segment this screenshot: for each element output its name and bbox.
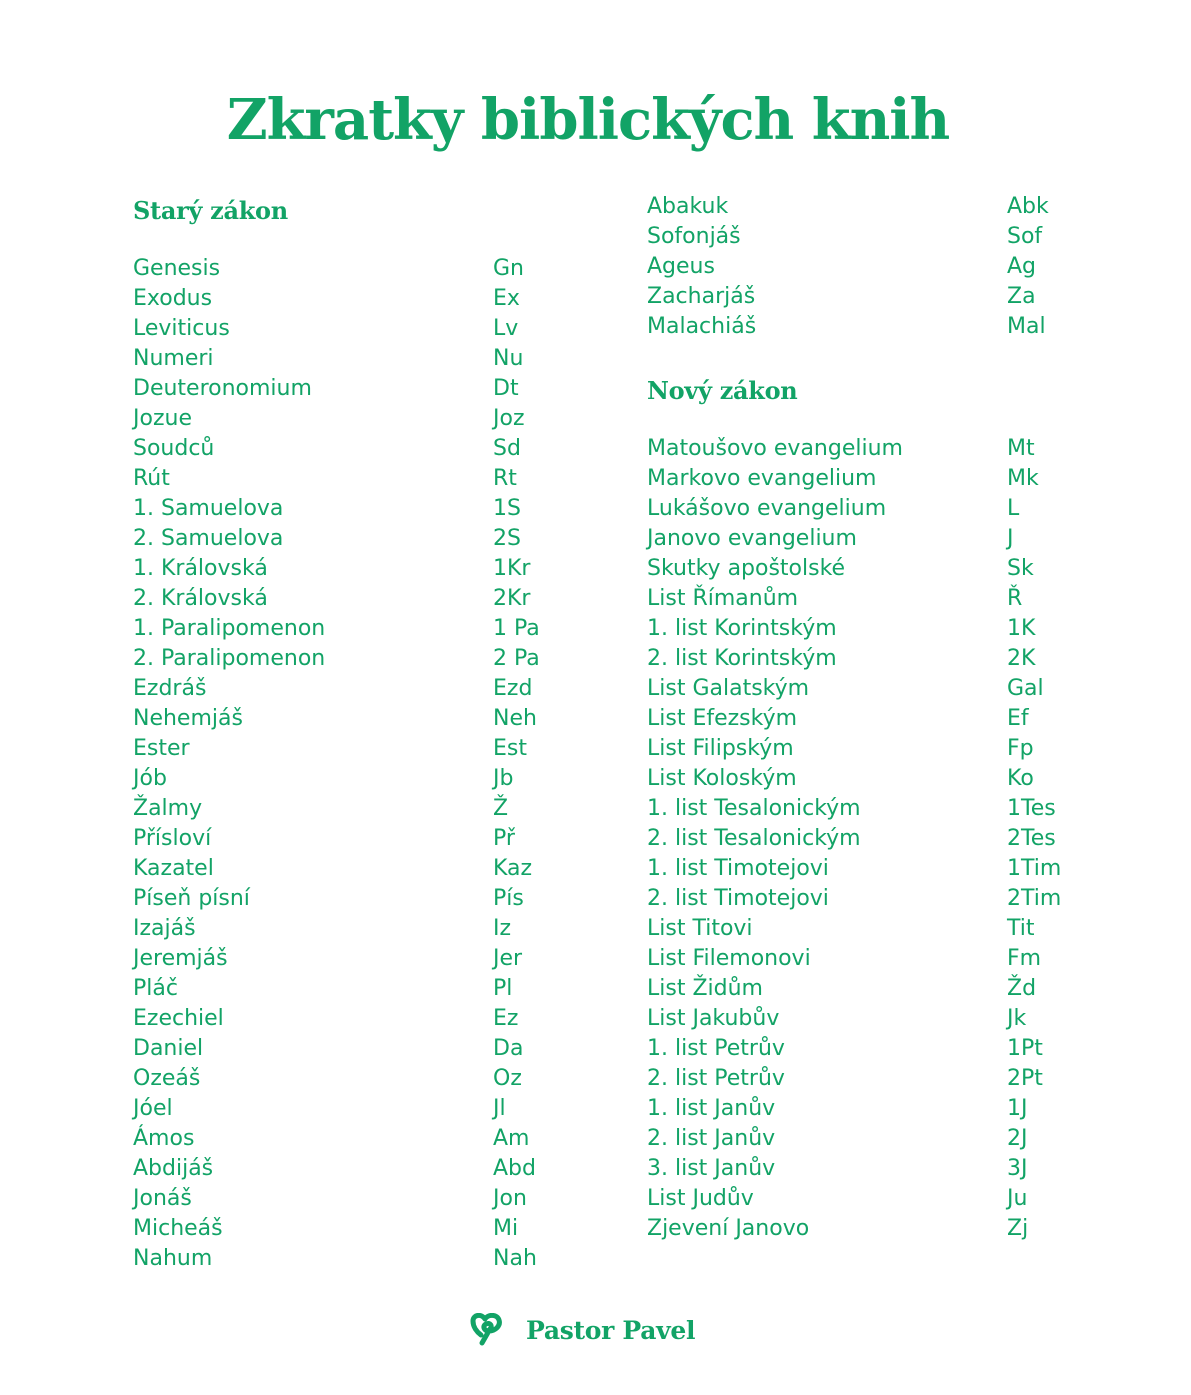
book-abbreviation: Ř xyxy=(1007,586,1023,611)
book-abbreviation: Mt xyxy=(1007,436,1035,461)
book-row xyxy=(647,1154,1061,1184)
book-name: 2. list Tesalonickým xyxy=(647,826,861,851)
book-list-new-testament xyxy=(647,434,1061,1244)
book-row xyxy=(133,824,540,854)
book-row xyxy=(647,524,1061,554)
book-name: Ageus xyxy=(647,254,715,279)
book-row xyxy=(647,192,1061,222)
book-name: List Koloským xyxy=(647,766,797,791)
book-row xyxy=(647,794,1061,824)
book-name: Markovo evangelium xyxy=(647,466,877,491)
book-row xyxy=(133,884,540,914)
book-abbreviation: Neh xyxy=(493,706,537,731)
book-abbreviation: Abk xyxy=(1007,194,1049,219)
book-row xyxy=(647,1124,1061,1154)
book-name: Malachiáš xyxy=(647,314,757,339)
book-name: List Římanům xyxy=(647,586,799,611)
book-name: 1. list Tesalonickým xyxy=(647,796,861,821)
book-row xyxy=(133,254,540,284)
book-name: Micheáš xyxy=(133,1216,223,1241)
book-abbreviation: Nah xyxy=(493,1246,537,1271)
book-row xyxy=(133,584,540,614)
book-abbreviation: Ez xyxy=(493,1006,519,1031)
book-abbreviation: Da xyxy=(493,1036,524,1061)
book-list-old-testament-continued xyxy=(647,192,1061,342)
book-row xyxy=(647,1004,1061,1034)
book-row xyxy=(647,584,1061,614)
book-abbreviation: Est xyxy=(493,736,527,761)
book-abbreviation: Fp xyxy=(1007,736,1034,761)
book-row xyxy=(133,644,540,674)
book-abbreviation: Fm xyxy=(1007,946,1042,971)
book-list-old-testament xyxy=(133,254,540,1274)
book-row xyxy=(133,494,540,524)
book-abbreviation: Ef xyxy=(1007,706,1029,731)
book-name: List Galatským xyxy=(647,676,810,701)
book-row xyxy=(647,704,1061,734)
book-row xyxy=(133,1124,540,1154)
book-name: 1. list Petrův xyxy=(647,1036,785,1061)
book-row xyxy=(647,1034,1061,1064)
book-name: Genesis xyxy=(133,256,221,281)
book-abbreviation: 2J xyxy=(1007,1126,1028,1151)
book-abbreviation: Dt xyxy=(493,376,519,401)
book-name: Matoušovo evangelium xyxy=(647,436,903,461)
book-abbreviation: Tit xyxy=(1007,916,1035,941)
book-abbreviation: 2Kr xyxy=(493,586,531,611)
book-row xyxy=(133,434,540,464)
book-row xyxy=(647,824,1061,854)
book-abbreviation: Mal xyxy=(1007,314,1046,339)
book-row xyxy=(133,344,540,374)
book-row xyxy=(133,1094,540,1124)
book-name: 1. list Korintským xyxy=(647,616,837,641)
book-name: List Filipským xyxy=(647,736,794,761)
book-row xyxy=(647,914,1061,944)
book-abbreviation: Jl xyxy=(493,1096,506,1121)
book-row xyxy=(133,284,540,314)
book-abbreviation: Sof xyxy=(1007,224,1043,249)
book-abbreviation: Mk xyxy=(1007,466,1039,491)
book-abbreviation: Pís xyxy=(493,886,524,911)
book-abbreviation: J xyxy=(1007,526,1014,551)
column-left xyxy=(133,192,540,1274)
book-row xyxy=(133,554,540,584)
book-name: 1. Královská xyxy=(133,556,268,581)
book-row xyxy=(647,764,1061,794)
book-abbreviation: Lv xyxy=(493,316,519,341)
book-name: 3. list Janův xyxy=(647,1156,776,1181)
book-name: Lukášovo evangelium xyxy=(647,496,887,521)
book-row xyxy=(647,644,1061,674)
book-name: Zacharjáš xyxy=(647,284,756,309)
book-name: Deuteronomium xyxy=(133,376,312,401)
book-name: Leviticus xyxy=(133,316,230,341)
book-row xyxy=(647,734,1061,764)
book-abbreviation: Za xyxy=(1007,284,1036,309)
book-name: Jonáš xyxy=(133,1186,192,1211)
book-row xyxy=(647,222,1061,252)
book-row xyxy=(133,734,540,764)
book-abbreviation: 1 Pa xyxy=(493,616,540,641)
book-row xyxy=(133,1214,540,1244)
book-name: List Jakubův xyxy=(647,1006,780,1031)
book-name: List Filemonovi xyxy=(647,946,811,971)
book-abbreviation: Kaz xyxy=(493,856,533,881)
brand-name: Pastor Pavel xyxy=(526,1315,696,1345)
book-name: Izajáš xyxy=(133,916,196,941)
book-name: Jozue xyxy=(133,406,192,431)
book-abbreviation: Am xyxy=(493,1126,530,1151)
book-row xyxy=(133,614,540,644)
book-row xyxy=(647,1184,1061,1214)
book-row xyxy=(133,314,540,344)
book-name: Přísloví xyxy=(133,826,212,851)
book-row xyxy=(133,974,540,1004)
book-abbreviation: Oz xyxy=(493,1066,522,1091)
book-abbreviation: Abd xyxy=(493,1156,536,1181)
book-abbreviation: Sk xyxy=(1007,556,1034,581)
book-abbreviation: Nu xyxy=(493,346,524,371)
book-name: Numeri xyxy=(133,346,214,371)
book-abbreviation: Ju xyxy=(1007,1186,1028,1211)
book-name: Jóel xyxy=(133,1096,173,1121)
book-name: Skutky apoštolské xyxy=(647,556,846,581)
footer xyxy=(468,1310,695,1350)
book-row xyxy=(133,524,540,554)
book-abbreviation: Jon xyxy=(493,1186,527,1211)
book-abbreviation: Joz xyxy=(493,406,525,431)
book-name: 1. Paralipomenon xyxy=(133,616,326,641)
book-name: Jeremjáš xyxy=(133,946,228,971)
book-name: Abakuk xyxy=(647,194,729,219)
book-row xyxy=(647,884,1061,914)
book-name: 2. list Janův xyxy=(647,1126,776,1151)
heart-swirl-icon xyxy=(468,1313,504,1347)
book-name: Exodus xyxy=(133,286,213,311)
book-abbreviation: Gn xyxy=(493,256,524,281)
book-row xyxy=(133,1184,540,1214)
book-row xyxy=(133,674,540,704)
book-name: Píseň písní xyxy=(133,886,250,911)
book-abbreviation: 2Pt xyxy=(1007,1066,1043,1091)
book-row xyxy=(647,854,1061,884)
book-abbreviation: Př xyxy=(493,826,515,851)
book-abbreviation: 1Tes xyxy=(1007,796,1056,821)
book-name: Ámos xyxy=(133,1126,195,1151)
book-row xyxy=(647,974,1061,1004)
book-abbreviation: Gal xyxy=(1007,676,1044,701)
book-name: 2. list Petrův xyxy=(647,1066,785,1091)
book-abbreviation: 2S xyxy=(493,526,521,551)
book-row xyxy=(647,674,1061,704)
page-title: Zkratky biblických knih xyxy=(226,87,950,153)
book-abbreviation: Ag xyxy=(1007,254,1037,279)
book-row xyxy=(647,494,1061,524)
book-row xyxy=(133,914,540,944)
book-abbreviation: Ž xyxy=(493,796,509,821)
book-name: Kazatel xyxy=(133,856,214,881)
book-abbreviation: 1Pt xyxy=(1007,1036,1043,1061)
book-abbreviation: Žd xyxy=(1007,976,1037,1001)
book-row xyxy=(133,1244,540,1274)
book-row xyxy=(647,1094,1061,1124)
book-name: 2. Paralipomenon xyxy=(133,646,326,671)
book-name: 1. Samuelova xyxy=(133,496,284,521)
book-abbreviation: 1J xyxy=(1007,1096,1028,1121)
book-name: Žalmy xyxy=(133,796,203,821)
book-row xyxy=(133,1154,540,1184)
book-row xyxy=(647,554,1061,584)
book-row xyxy=(647,464,1061,494)
book-name: Janovo evangelium xyxy=(647,526,857,551)
book-row xyxy=(133,794,540,824)
book-abbreviation: Pl xyxy=(493,976,513,1001)
book-row xyxy=(133,1034,540,1064)
book-row xyxy=(133,704,540,734)
book-abbreviation: 1Kr xyxy=(493,556,531,581)
section-heading-new-testament: Nový zákon xyxy=(647,376,798,405)
book-name: Ester xyxy=(133,736,190,761)
book-abbreviation: 2 Pa xyxy=(493,646,540,671)
book-row xyxy=(133,1004,540,1034)
book-name: Rút xyxy=(133,466,170,491)
book-row xyxy=(647,312,1061,342)
book-abbreviation: Jer xyxy=(493,946,523,971)
book-name: Abdijáš xyxy=(133,1156,214,1181)
book-abbreviation: Mi xyxy=(493,1216,519,1241)
book-name: Ezdráš xyxy=(133,676,207,701)
book-abbreviation: Jk xyxy=(1007,1006,1027,1031)
book-abbreviation: 2K xyxy=(1007,646,1036,671)
book-name: Ozeáš xyxy=(133,1066,201,1091)
book-name: Pláč xyxy=(133,976,178,1001)
book-abbreviation: Ex xyxy=(493,286,520,311)
book-abbreviation: Ko xyxy=(1007,766,1034,791)
book-abbreviation: 1S xyxy=(493,496,521,521)
book-name: 1. list Janův xyxy=(647,1096,776,1121)
book-row xyxy=(647,434,1061,464)
book-name: Ezechiel xyxy=(133,1006,224,1031)
book-abbreviation: Sd xyxy=(493,436,521,461)
book-name: 2. list Timotejovi xyxy=(647,886,829,911)
book-row xyxy=(133,1064,540,1094)
book-row xyxy=(133,944,540,974)
book-row xyxy=(647,944,1061,974)
book-name: List Židům xyxy=(647,976,763,1001)
book-name: Soudců xyxy=(133,436,215,461)
book-row xyxy=(133,374,540,404)
book-name: Daniel xyxy=(133,1036,204,1061)
book-name: List Efezským xyxy=(647,706,798,731)
book-abbreviation: Zj xyxy=(1007,1216,1029,1241)
book-name: List Titovi xyxy=(647,916,753,941)
book-row xyxy=(647,252,1061,282)
book-abbreviation: L xyxy=(1007,496,1020,521)
book-row xyxy=(647,1214,1061,1244)
book-name: List Judův xyxy=(647,1186,754,1211)
book-name: 2. list Korintským xyxy=(647,646,837,671)
book-name: Sofonjáš xyxy=(647,224,741,249)
book-name: Nahum xyxy=(133,1246,213,1271)
book-abbreviation: Rt xyxy=(493,466,517,491)
book-row xyxy=(133,854,540,884)
book-abbreviation: 1K xyxy=(1007,616,1036,641)
book-name: 2. Samuelova xyxy=(133,526,284,551)
book-abbreviation: Ezd xyxy=(493,676,533,701)
book-row xyxy=(647,614,1061,644)
column-right xyxy=(647,192,1061,1244)
section-heading-old-testament: Starý zákon xyxy=(133,196,288,225)
book-row xyxy=(647,282,1061,312)
book-name: Zjevení Janovo xyxy=(647,1216,810,1241)
book-name: 2. Královská xyxy=(133,586,268,611)
book-abbreviation: 2Tim xyxy=(1007,886,1062,911)
book-abbreviation: 2Tes xyxy=(1007,826,1056,851)
book-row xyxy=(133,464,540,494)
book-abbreviation: Jb xyxy=(493,766,514,791)
book-row xyxy=(133,764,540,794)
book-row xyxy=(647,1064,1061,1094)
book-abbreviation: Iz xyxy=(493,916,512,941)
book-row xyxy=(133,404,540,434)
book-abbreviation: 3J xyxy=(1007,1156,1028,1181)
book-name: Jób xyxy=(133,766,167,791)
book-name: Nehemjáš xyxy=(133,706,243,731)
book-name: 1. list Timotejovi xyxy=(647,856,829,881)
book-abbreviation: 1Tim xyxy=(1007,856,1062,881)
